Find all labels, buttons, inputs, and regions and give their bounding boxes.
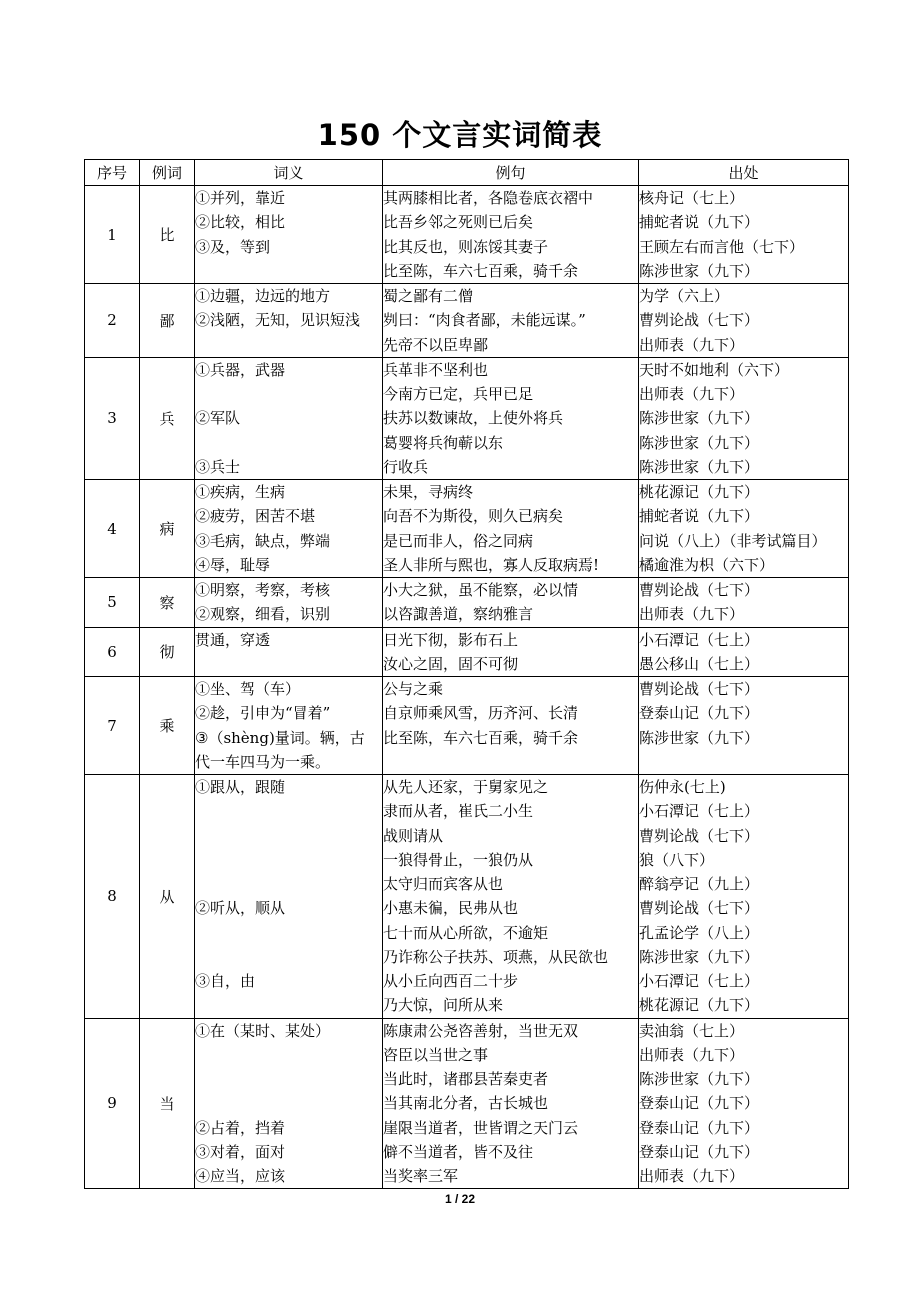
meaning-line: ④辱，耻辱 (195, 555, 271, 574)
example-line: 当其南北分者，古长城也 (383, 1094, 549, 1113)
source-line: 捕蛇者说（九下） (639, 507, 760, 526)
example-line: 扶苏以数谏故，上使外将兵 (383, 409, 564, 428)
example-line: 小惠未徧，民弗从也 (383, 899, 519, 918)
source-line: 曹刿论战（七下） (639, 899, 760, 918)
table-row (85, 1018, 849, 1189)
source-cell (639, 627, 849, 677)
table-body (85, 186, 849, 1189)
meaning-line: ②疲劳，困苦不堪 (195, 507, 316, 526)
meaning-line: ③毛病，缺点，弊端 (195, 531, 331, 550)
source-line: 陈涉世家（九下） (639, 409, 760, 428)
source-line: 橘逾淮为枳（六下） (639, 555, 775, 574)
meaning-cell (195, 186, 383, 284)
meaning-line (195, 1067, 382, 1091)
row-number: 9 (85, 1018, 140, 1189)
source-line: 出师表（九下） (639, 1045, 745, 1064)
meaning-line (195, 431, 382, 455)
example-word: 兵 (140, 357, 195, 479)
example-line: 从先人还家，于舅家见之 (383, 778, 549, 796)
meaning-cell (195, 775, 383, 1019)
meaning-line (195, 921, 382, 945)
source-line: 出师表（九下） (639, 1167, 745, 1185)
example-line: 僻不当道者，皆不及往 (383, 1142, 534, 1161)
source-line (639, 750, 848, 774)
meaning-line: ③自，由 (195, 972, 256, 990)
row-number: 6 (85, 627, 140, 677)
meaning-line: ①坐、驾（车） (195, 680, 301, 698)
example-line: 葛婴将兵徇蕲以东 (383, 433, 504, 452)
table-row (85, 627, 849, 677)
source-line: 登泰山记（九下） (639, 704, 760, 723)
example-word: 从 (140, 775, 195, 1019)
meaning-line: ①兵器，武器 (195, 360, 286, 379)
table-row (85, 677, 849, 775)
example-word: 乘 (140, 677, 195, 775)
meaning-line: ①明察，考察，考核 (195, 581, 331, 599)
example-line: 小大之狱，虽不能察，必以情 (383, 581, 579, 599)
example-line: 兵革非不坚利也 (383, 360, 489, 379)
example-line: 自京师乘风雪，历齐河、长清 (383, 704, 579, 723)
table-row (85, 775, 849, 1019)
meaning-line: 贯通，穿透 (195, 630, 271, 649)
example-word: 比 (140, 186, 195, 284)
example-word: 当 (140, 1018, 195, 1189)
page-title: 150 个文言实词简表 (317, 118, 603, 152)
source-cell (639, 677, 849, 775)
example-word: 彻 (140, 627, 195, 677)
source-cell (639, 284, 849, 358)
example-line: 向吾不为斯役，则久已病矣 (383, 507, 564, 526)
meaning-line: ②比较，相比 (195, 213, 286, 232)
source-line: 陈涉世家（九下） (639, 947, 760, 966)
example-word: 鄙 (140, 284, 195, 358)
source-line: 登泰山记（九下） (639, 1094, 760, 1113)
example-line: 以咨諏善道，察纳雅言 (383, 605, 534, 624)
source-line: 天时不如地利（六下） (639, 360, 790, 379)
source-line: 伤仲永(七上) (639, 778, 726, 796)
table-row (85, 284, 849, 358)
source-line: 小石潭记（七上） (639, 972, 760, 990)
example-line: 陈康肃公尧咨善射，当世无双 (383, 1021, 579, 1040)
source-line: 曹刿论战（七下） (639, 311, 760, 330)
meaning-line (195, 652, 382, 676)
source-line: 曹刿论战（七下） (639, 581, 760, 599)
header-example: 例句 (383, 160, 639, 186)
source-line: 陈涉世家（九下） (639, 728, 760, 747)
source-line: 桃花源记（九下） (639, 483, 760, 501)
example-line: 战则请从 (383, 826, 444, 845)
example-line: 七十而从心所欲，不逾矩 (383, 923, 549, 942)
header-word: 例词 (140, 160, 195, 186)
example-line: 当奖率三军 (383, 1167, 459, 1185)
source-cell (639, 775, 849, 1019)
example-cell (383, 775, 639, 1019)
source-line: 登泰山记（九下） (639, 1142, 760, 1161)
source-line: 出师表（九下） (639, 335, 745, 354)
example-line: 行收兵 (383, 457, 429, 476)
example-line: 未果，寻病终 (383, 483, 474, 501)
meaning-line: ②趁，引申为“冒着” (195, 704, 331, 723)
meaning-line: ③对着，面对 (195, 1142, 286, 1161)
row-number: 4 (85, 480, 140, 578)
row-number: 8 (85, 775, 140, 1019)
example-word: 察 (140, 578, 195, 628)
source-line: 问说（八上）（非考试篇目） (639, 531, 827, 550)
source-line: 陈涉世家（九下） (639, 261, 760, 280)
source-line: 小石潭记（七上） (639, 802, 760, 821)
example-line: 公与之乘 (383, 680, 444, 698)
source-line: 出师表（九下） (639, 605, 745, 624)
meaning-line (195, 1043, 382, 1067)
row-number: 5 (85, 578, 140, 628)
meaning-line (195, 848, 382, 872)
example-cell (383, 627, 639, 677)
meaning-line (195, 945, 382, 969)
example-cell (383, 284, 639, 358)
example-line: 崖限当道者，世皆谓之天门云 (383, 1118, 579, 1137)
example-line: 乃诈称公子扶苏、项燕，从民欲也 (383, 947, 609, 966)
example-line: 汝心之固，固不可彻 (383, 654, 519, 673)
source-line: 狼（八下） (639, 850, 715, 869)
example-line: 比至陈，车六七百乘，骑千余 (383, 728, 579, 747)
example-line: 今南方已定，兵甲已足 (383, 385, 534, 403)
source-cell (639, 1018, 849, 1189)
example-cell (383, 677, 639, 775)
meaning-line (195, 382, 382, 406)
example-line (383, 750, 638, 774)
meaning-line: ④应当，应该 (195, 1167, 286, 1185)
meaning-line (195, 872, 382, 896)
header-number: 序号 (85, 160, 140, 186)
source-line: 捕蛇者说（九下） (639, 213, 760, 232)
source-line: 曹刿论战（七下） (639, 680, 760, 698)
example-line: 比其反也，则冻馁其妻子 (383, 237, 549, 256)
meaning-line: ②浅陋，无知，见识短浅 (195, 311, 361, 330)
example-line: 先帝不以臣卑鄙 (383, 335, 489, 354)
example-line: 从小丘向西百二十步 (383, 972, 519, 990)
table-row (85, 480, 849, 578)
meaning-line (195, 259, 382, 283)
meaning-line: ②占着，挡着 (195, 1118, 286, 1137)
example-line: 其两膝相比者，各隐卷底衣褶中 (383, 189, 594, 207)
meaning-line: ②军队 (195, 409, 241, 428)
example-line: 圣人非所与熙也，寡人反取病焉! (383, 555, 600, 574)
source-cell (639, 357, 849, 479)
source-line: 登泰山记（九下） (639, 1118, 760, 1137)
source-line: 陈涉世家（九下） (639, 1070, 760, 1088)
meaning-line (195, 1091, 382, 1115)
meaning-line: ①并列，靠近 (195, 189, 286, 207)
meaning-cell (195, 578, 383, 628)
table-row (85, 578, 849, 628)
meaning-line: ③兵士 (195, 457, 241, 476)
example-line: 太守归而宾客从也 (383, 875, 504, 893)
meaning-line: 代一车四马为一乘。 (195, 752, 331, 771)
source-line: 醉翁亭记（九上） (639, 875, 760, 893)
source-cell (639, 186, 849, 284)
source-line: 陈涉世家（九下） (639, 457, 760, 476)
source-line: 小石潭记（七上） (639, 630, 760, 649)
example-line: 是已而非人，俗之同病 (383, 531, 534, 550)
meaning-line (195, 799, 382, 823)
header-meaning: 词义 (195, 160, 383, 186)
source-line: 愚公移山（七上） (639, 654, 760, 673)
meaning-line: ①疾病，生病 (195, 483, 286, 501)
meaning-line: ②听从，顺从 (195, 899, 286, 918)
example-line: 隶而从者，崔氏二小生 (383, 802, 534, 821)
example-line: 日光下彻，影布石上 (383, 630, 519, 649)
row-number: 3 (85, 357, 140, 479)
meaning-line: ②观察，细看，识别 (195, 605, 331, 624)
example-line: 蜀之鄙有二僧 (383, 287, 474, 305)
row-number: 1 (85, 186, 140, 284)
example-cell (383, 480, 639, 578)
example-line: 咨臣以当世之事 (383, 1045, 489, 1064)
example-cell (383, 357, 639, 479)
table-row (85, 357, 849, 479)
example-line: 刿曰：“肉食者鄙，未能远谋。” (383, 311, 586, 330)
source-line: 王顾左右而言他（七下） (639, 237, 805, 256)
meaning-cell (195, 284, 383, 358)
page-number: 1 / 22 (444, 1192, 476, 1206)
meaning-cell (195, 677, 383, 775)
table-row (85, 186, 849, 284)
example-line: 当此时，诸郡县苦秦吏者 (383, 1070, 549, 1088)
row-number: 2 (85, 284, 140, 358)
meaning-cell (195, 627, 383, 677)
source-line: 为学（六上） (639, 287, 730, 305)
vocabulary-table (84, 159, 849, 1189)
example-line: 比至陈，车六七百乘，骑千余 (383, 261, 579, 280)
meaning-cell (195, 1018, 383, 1189)
example-line: 乃大惊，问所从来 (383, 996, 504, 1015)
meaning-line: ③（shèng)量词。辆，古 (195, 728, 365, 747)
example-cell (383, 578, 639, 628)
meaning-line: ①跟从，跟随 (195, 778, 286, 796)
source-cell (639, 480, 849, 578)
header-source: 出处 (639, 160, 849, 186)
source-line: 出师表（九下） (639, 385, 745, 403)
example-line: 一狼得骨止，一狼仍从 (383, 850, 534, 869)
example-cell (383, 1018, 639, 1189)
source-line: 陈涉世家（九下） (639, 433, 760, 452)
source-line: 曹刿论战（七下） (639, 826, 760, 845)
meaning-line: ③及，等到 (195, 237, 271, 256)
table-header-row (85, 160, 849, 186)
example-word: 病 (140, 480, 195, 578)
meaning-line (195, 993, 382, 1017)
row-number: 7 (85, 677, 140, 775)
meaning-line: ①边疆，边远的地方 (195, 287, 331, 305)
meaning-line: ①在（某时、某处） (195, 1021, 331, 1040)
example-cell (383, 186, 639, 284)
source-line: 桃花源记（九下） (639, 996, 760, 1015)
source-cell (639, 578, 849, 628)
meaning-cell (195, 357, 383, 479)
meaning-line (195, 333, 382, 357)
source-line: 卖油翁（七上） (639, 1021, 745, 1040)
source-line: 孔孟论学（八上） (639, 923, 760, 942)
meaning-cell (195, 480, 383, 578)
example-line: 比吾乡邻之死则已后矣 (383, 213, 534, 232)
meaning-line (195, 824, 382, 848)
source-line: 核舟记（七上） (639, 189, 745, 207)
